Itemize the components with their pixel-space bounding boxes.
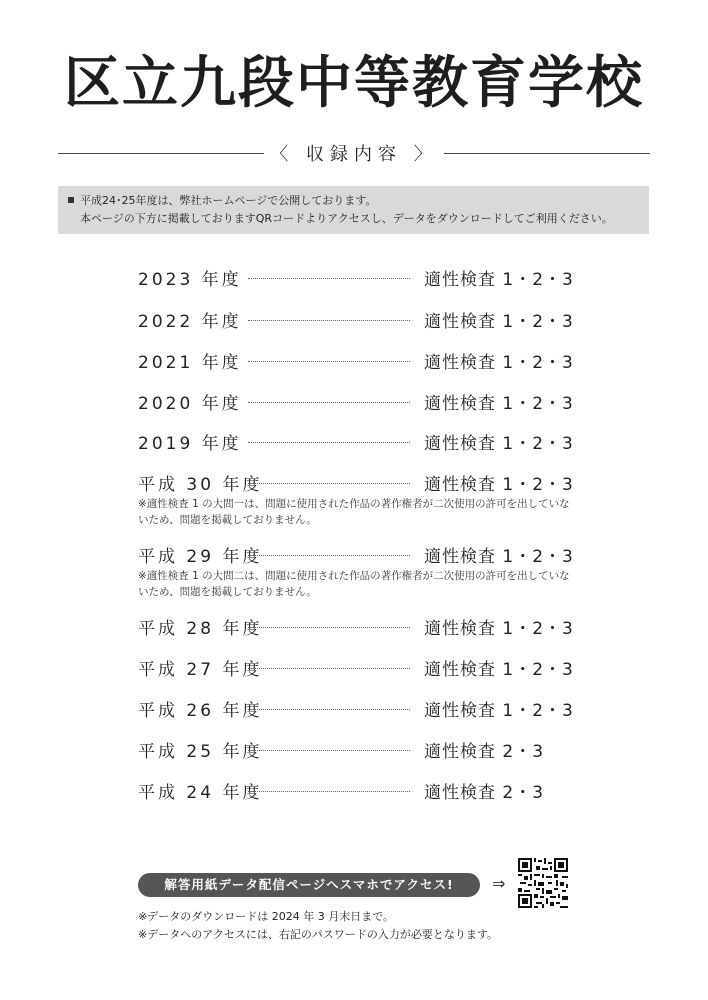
arrow-right-icon: ⇒ [492,874,506,893]
notice-line-1: 平成24･25年度は、弊社ホームページで公開しております。 [80,194,377,207]
bullet-icon [68,197,74,203]
list-item [138,469,578,528]
leader-dots [248,555,410,556]
subtitle-row [58,140,650,166]
divider-right [444,153,650,154]
entry-year: 平成 26 年度 [138,700,263,721]
entry-year: 平成 25 年度 [138,741,263,762]
leader-dots [248,442,410,443]
divider-left [58,153,264,154]
notice-line-2: 本ページの下方に掲載しておりますQRコードよりアクセスし、データをダウンロードしてご利用ください。 [80,212,613,225]
leader-dots [248,750,410,751]
list-item [138,347,578,373]
footnote-download-deadline: ※データのダウンロードは 2024 年 3 月末日まで。 [138,910,394,923]
entry-year: 2021 年度 [138,352,242,373]
entry-note: ※適性検査 1 の大問二は、問題に使用された作品の著作権者が二次使用の許可を出していないため、問題を掲載しておりません。 [138,570,570,598]
list-item [138,654,578,680]
leader-dots [248,361,410,362]
footnotes [138,908,498,944]
entry-year: 平成 29 年度 [138,546,263,567]
entry-exam: 適性検査 1・2・3 [424,618,574,639]
leader-dots [248,483,410,484]
entry-year: 2023 年度 [138,269,242,290]
qr-code-icon[interactable] [518,858,568,908]
page-title: 区立九段中等教育学校 [64,51,644,116]
leader-dots [248,627,410,628]
list-item [138,695,578,721]
list-item [138,777,578,803]
leader-dots [248,709,410,710]
footnote-password: ※データへのアクセスには、右記のパスワードの入力が必要となります。 [138,928,499,941]
entry-exam: 適性検査 1・2・3 [424,659,574,680]
entry-year: 2020 年度 [138,393,242,414]
leader-dots [248,791,410,792]
leader-dots [248,320,410,321]
entry-exam: 適性検査 1・2・3 [424,393,574,414]
list-item [138,613,578,639]
entry-exam: 適性検査 1・2・3 [424,546,574,567]
entry-exam: 適性検査 1・2・3 [424,311,574,332]
entry-exam: 適性検査 1・2・3 [424,352,574,373]
entry-exam: 適性検査 1・2・3 [424,433,574,454]
smartphone-access-banner: 解答用紙データ配信ページへスマホでアクセス! [138,873,480,897]
entry-year: 平成 30 年度 [138,474,263,495]
entry-year: 平成 28 年度 [138,618,263,639]
list-item [138,264,578,290]
list-item [138,428,578,454]
leader-dots [248,402,410,403]
entry-exam: 適性検査 1・2・3 [424,474,574,495]
leader-dots [248,278,410,279]
notice-box [58,186,649,234]
entry-year: 2019 年度 [138,433,242,454]
entry-note: ※適性検査 1 の大問一は、問題に使用された作品の著作権者が二次使用の許可を出していないため、問題を掲載しておりません。 [138,498,570,526]
list-item [138,736,578,762]
entry-exam: 適性検査 2・3 [424,741,545,762]
entry-exam: 適性検査 2・3 [424,782,545,803]
leader-dots [248,668,410,669]
entry-exam: 適性検査 1・2・3 [424,269,574,290]
list-item [138,541,578,600]
subtitle: 〈 収録内容 〉 [270,144,438,165]
entry-year: 平成 24 年度 [138,782,263,803]
list-item [138,388,578,414]
entry-exam: 適性検査 1・2・3 [424,700,574,721]
list-item [138,306,578,332]
entry-year: 2022 年度 [138,311,242,332]
entry-year: 平成 27 年度 [138,659,263,680]
